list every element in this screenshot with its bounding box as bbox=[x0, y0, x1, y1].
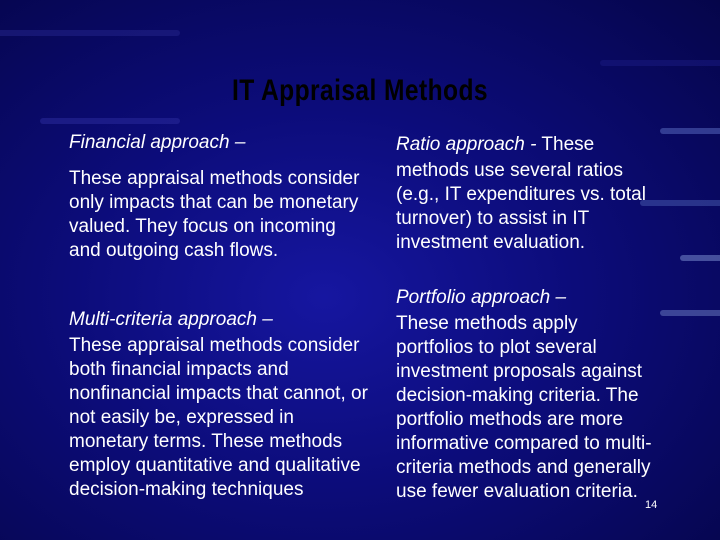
slide-number: 14 bbox=[645, 499, 658, 511]
ratio-body: methods use several ratios (e.g., IT expenditures vs. total turnover) to assist in IT investment evaluation. bbox=[396, 160, 646, 253]
background-streak bbox=[40, 118, 180, 124]
multi-criteria-heading: Multi-criteria approach – bbox=[69, 309, 273, 330]
financial-section bbox=[69, 131, 369, 263]
portfolio-body: These methods apply portfolios to plot several investment proposals against decision-making criteria. The portfolio methods are more informative compared to multi-criteria methods and generally use fewer evaluation criteria. bbox=[396, 313, 652, 502]
multi-criteria-body: These appraisal methods consider both financial impacts and nonfinancial impacts that cannot, or not easily be, expressed in monetary terms. These methods employ quantitative and qualitative decision-making techniques bbox=[69, 335, 368, 500]
financial-body: These appraisal methods consider only impacts that can be monetary valued. They focus on incoming and outgoing cash flows. bbox=[69, 168, 360, 261]
ratio-body-lead: These bbox=[541, 134, 595, 155]
portfolio-section bbox=[396, 286, 654, 504]
background-streak bbox=[660, 128, 720, 134]
background-streak bbox=[660, 310, 720, 316]
multi-criteria-section bbox=[69, 308, 369, 502]
background-streak bbox=[600, 60, 720, 66]
slide-title: IT Appraisal Methods bbox=[231, 74, 489, 107]
background-streak bbox=[0, 30, 180, 36]
ratio-heading: Ratio approach - bbox=[396, 134, 537, 155]
ratio-section bbox=[396, 133, 664, 255]
portfolio-heading: Portfolio approach – bbox=[396, 287, 567, 308]
ratio-heading-line bbox=[396, 133, 664, 157]
background-streak bbox=[680, 255, 720, 261]
financial-heading: Financial approach – bbox=[69, 132, 246, 153]
